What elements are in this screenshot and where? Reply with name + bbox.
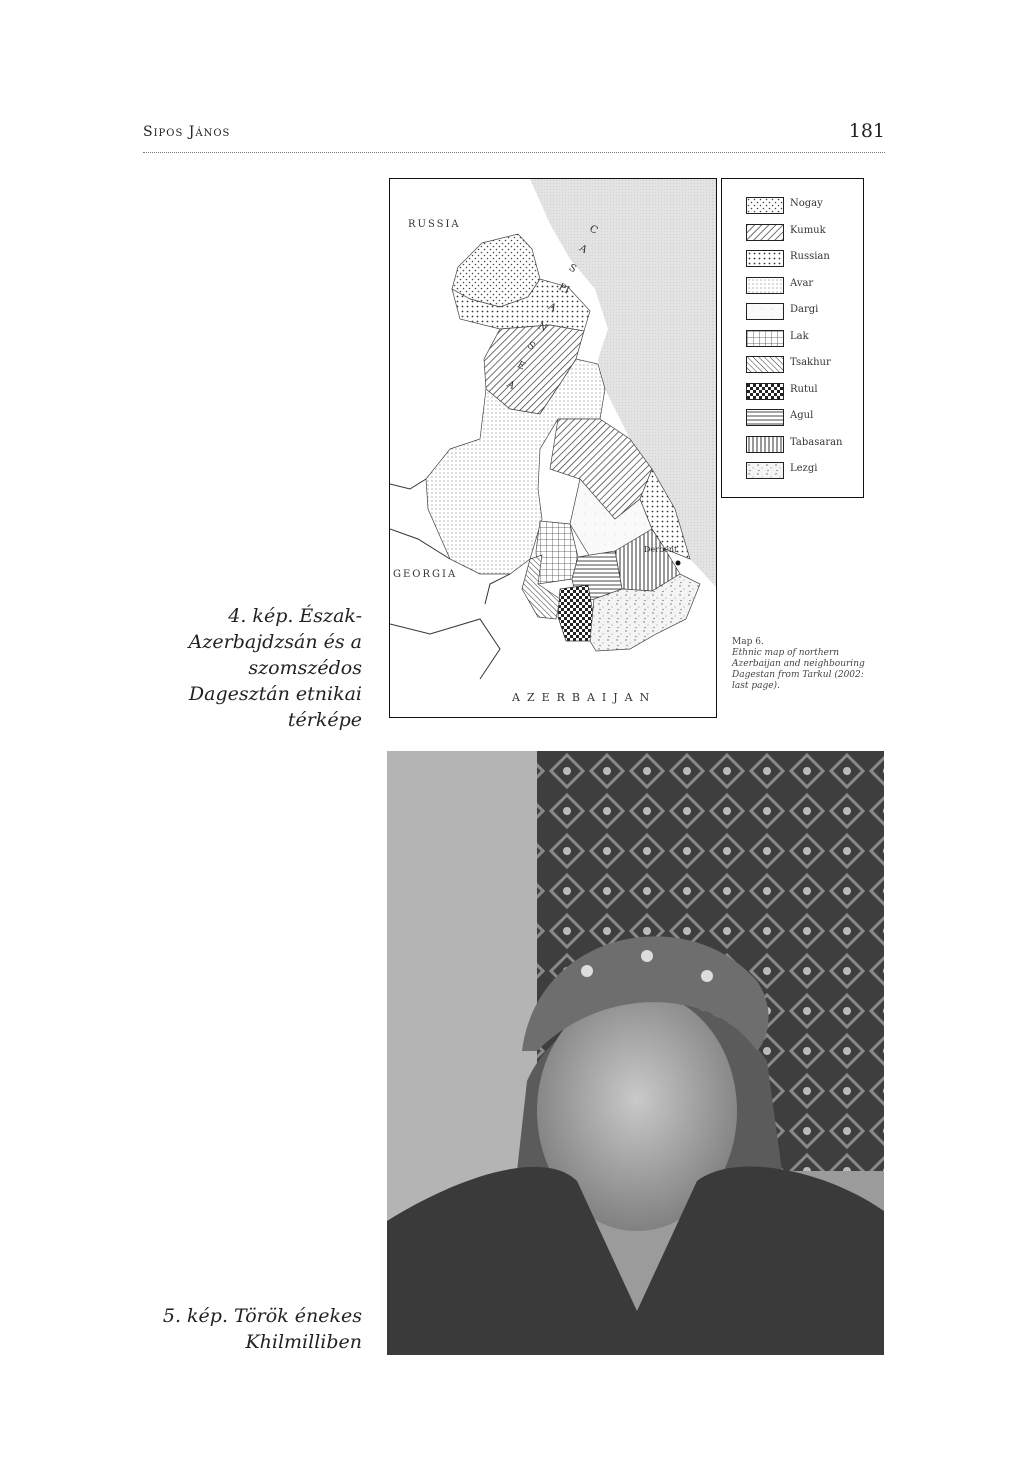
map-note <box>732 637 872 692</box>
border-line <box>390 619 500 679</box>
photo-graphic <box>387 751 884 1355</box>
ethnic-map <box>389 178 717 718</box>
singer-photo <box>387 751 884 1355</box>
legend-swatch-lezgi <box>746 462 784 479</box>
legend-label: Lezgi <box>790 463 818 474</box>
legend-swatch-dargi <box>746 303 784 320</box>
legend-swatch-rutul <box>746 383 784 400</box>
legend-label: Tsakhur <box>790 357 831 368</box>
map-graphic <box>390 179 717 718</box>
border-line <box>485 574 510 604</box>
legend-label: Rutul <box>790 383 818 395</box>
legend-swatch-tabasaran <box>746 436 784 453</box>
page-number: 181 <box>848 120 885 142</box>
derbent-label: Derbent <box>644 545 678 554</box>
legend-item-avar <box>746 277 861 295</box>
border-line <box>390 479 426 489</box>
caspian-sea-label: CASPIAN SEA <box>504 223 600 392</box>
lak-region <box>536 521 578 584</box>
map-note-title: Map 6. <box>732 637 764 647</box>
legend-item-tsakhur <box>746 356 861 374</box>
legend-swatch-nogay <box>746 197 784 214</box>
map-note-text: Ethnic map of northern Azerbaijan and neighbouring Dagestan from Tarkul (2002: last page). <box>732 648 865 691</box>
legend-swatch-avar <box>746 277 784 294</box>
map-legend <box>721 178 864 498</box>
legend-label: Kumuk <box>790 224 826 236</box>
russia-label: RUSSIA <box>408 219 461 230</box>
legend-swatch-tsakhur <box>746 356 784 373</box>
legend-item-kumuk <box>746 224 861 242</box>
georgia-label: GEORGIA <box>393 569 458 580</box>
legend-item-dargi <box>746 303 861 321</box>
figure-5-caption: 5. kép. Török énekes Khilmilliben <box>162 1305 362 1353</box>
figure-4-caption: 4. kép. Észak-Azerbajdzsán és a szomszédos Dagesztán etnikai térképe <box>188 605 362 731</box>
legend-item-tabasaran <box>746 436 861 454</box>
derbent-marker <box>676 561 681 566</box>
legend-item-agul <box>746 409 861 427</box>
legend-item-lak <box>746 330 861 348</box>
legend-label: Nogay <box>790 198 823 209</box>
legend-item-lezgi <box>746 462 861 480</box>
legend-label: Tabasaran <box>790 436 843 448</box>
legend-swatch-kumuk <box>746 224 784 241</box>
header-rule <box>143 152 885 153</box>
legend-swatch-agul <box>746 409 784 426</box>
legend-swatch-russian <box>746 250 784 267</box>
legend-label: Agul <box>790 410 814 421</box>
legend-label: Lak <box>790 330 809 342</box>
legend-item-nogay <box>746 197 861 215</box>
legend-item-rutul <box>746 383 861 401</box>
legend-label: Avar <box>790 277 814 289</box>
page-header <box>143 118 885 158</box>
legend-label: Dargi <box>790 304 819 315</box>
running-head-author: Sipos János <box>143 124 231 140</box>
rutul-region <box>558 585 594 641</box>
legend-swatch-lak <box>746 330 784 347</box>
azerbaijan-label: AZERBAIJAN <box>512 691 657 704</box>
legend-label: Russian <box>790 251 830 262</box>
legend-item-russian <box>746 250 861 268</box>
